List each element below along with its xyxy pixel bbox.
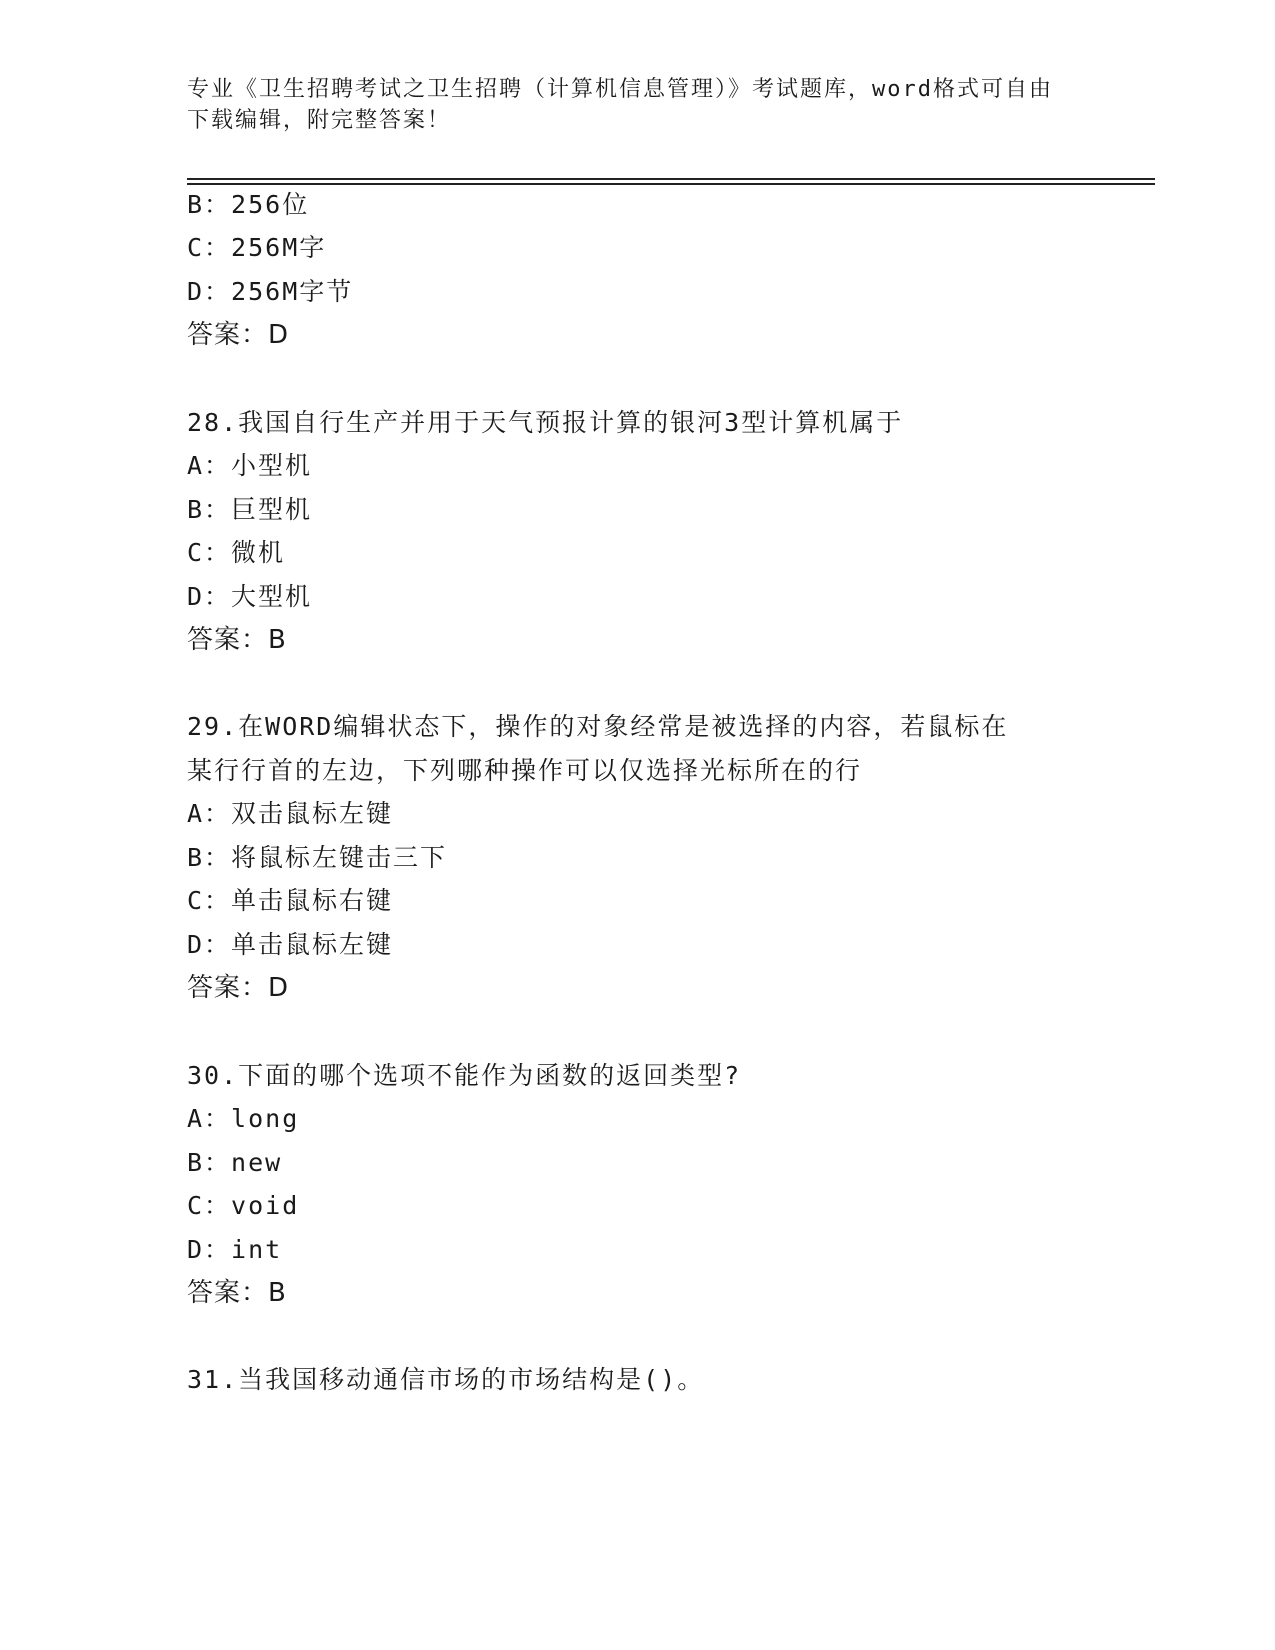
answer-label: 答案：B: [187, 1278, 287, 1308]
header-divider-top: [187, 178, 1155, 180]
option-a: A：双击鼠标左键: [187, 799, 394, 828]
option-c: C：void: [187, 1191, 300, 1220]
answer-label: 答案：D: [187, 973, 290, 1003]
option-b: B：256位: [187, 190, 310, 219]
option-d: D：单击鼠标左键: [187, 930, 394, 959]
option-d: D：256M字节: [187, 277, 354, 306]
option-d: D：int: [187, 1235, 283, 1264]
question-29-stem-line-1: 29.在WORD编辑状态下，操作的对象经常是被选择的内容，若鼠标在: [187, 712, 1009, 741]
question-29-stem-line-2: 某行行首的左边，下列哪种操作可以仅选择光标所在的行: [187, 756, 863, 785]
question-30-stem: 30.下面的哪个选项不能作为函数的返回类型?: [187, 1061, 742, 1090]
answer-label: 答案：D: [187, 320, 290, 350]
option-c: C：256M字: [187, 233, 327, 262]
option-a: A：long: [187, 1104, 300, 1133]
option-c: C：单击鼠标右键: [187, 886, 394, 915]
option-b: B：巨型机: [187, 495, 313, 524]
option-c: C：微机: [187, 538, 286, 567]
option-d: D：大型机: [187, 582, 313, 611]
document-header-description: 专业《卫生招聘考试之卫生招聘（计算机信息管理）》考试题库，word格式可自由下载编辑，附完整答案！: [187, 77, 1053, 133]
answer-label: 答案：B: [187, 625, 287, 655]
header-divider-bottom: [187, 183, 1155, 185]
option-b: B：将鼠标左键击三下: [187, 843, 448, 872]
option-b: B：new: [187, 1148, 283, 1177]
question-28-stem: 28.我国自行生产并用于天气预报计算的银河3型计算机属于: [187, 408, 904, 437]
question-31-stem: 31.当我国移动通信市场的市场结构是()。: [187, 1365, 705, 1394]
option-a: A：小型机: [187, 451, 313, 480]
